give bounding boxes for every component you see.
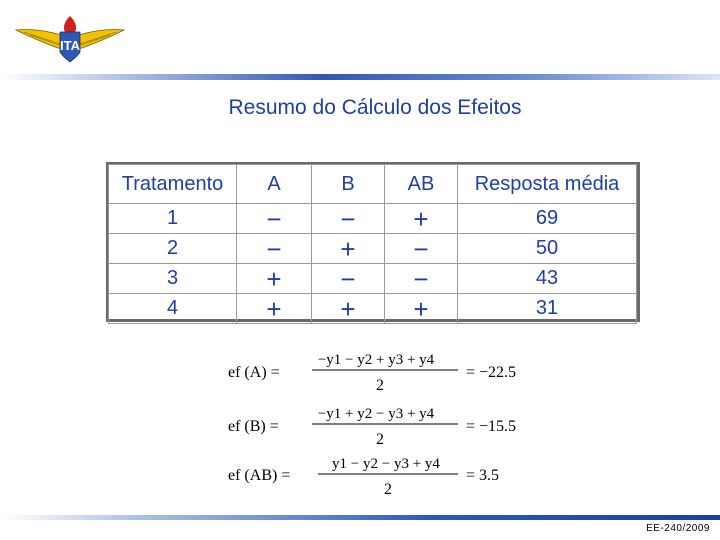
header-cell: A bbox=[237, 165, 312, 204]
table-row bbox=[109, 204, 637, 234]
table-cell: 1 bbox=[109, 204, 237, 234]
top-rule bbox=[0, 74, 720, 80]
logo-text: ITA bbox=[60, 38, 80, 53]
sign-cell: + bbox=[312, 294, 385, 324]
formula-denominator: 2 bbox=[384, 481, 392, 498]
sign-cell: − bbox=[237, 234, 312, 264]
bottom-rule bbox=[0, 515, 720, 520]
table-cell: 3 bbox=[109, 264, 237, 294]
sign-cell: + bbox=[385, 204, 458, 234]
formula-result: = 3.5 bbox=[466, 467, 500, 484]
logo-flame bbox=[64, 16, 76, 34]
table-cell: 31 bbox=[458, 294, 637, 324]
table-cell: 69 bbox=[458, 204, 637, 234]
sign-cell: + bbox=[312, 234, 385, 264]
header-cell: B bbox=[312, 165, 385, 204]
formula-result: = −22.5 bbox=[466, 364, 517, 381]
table-cell: 50 bbox=[458, 234, 637, 264]
table-cell: 43 bbox=[458, 264, 637, 294]
header-cell: Tratamento bbox=[109, 165, 237, 204]
footer-course-code: EE-240/2009 bbox=[646, 523, 710, 534]
sign-cell: − bbox=[385, 264, 458, 294]
sign-cell: + bbox=[237, 294, 312, 324]
formula-result: = −15.5 bbox=[466, 418, 517, 435]
header-cell: AB bbox=[385, 165, 458, 204]
formula-lhs: ef (B) = bbox=[228, 418, 279, 435]
effect-formulas bbox=[226, 344, 566, 504]
sign-cell: − bbox=[312, 204, 385, 234]
table-header-row bbox=[109, 165, 637, 204]
ita-logo bbox=[14, 14, 126, 64]
sign-cell: + bbox=[237, 264, 312, 294]
formula-a bbox=[228, 352, 516, 394]
table-cell: 4 bbox=[109, 294, 237, 324]
effects-table bbox=[106, 162, 640, 322]
formula-numerator: −y1 − y2 + y3 + y4 bbox=[317, 352, 435, 368]
formula-numerator: −y1 + y2 − y3 + y4 bbox=[317, 406, 435, 422]
sign-cell: − bbox=[237, 204, 312, 234]
formula-lhs: ef (AB) = bbox=[228, 467, 291, 484]
table-row bbox=[109, 264, 637, 294]
formula-denominator: 2 bbox=[376, 431, 384, 448]
formula-ab bbox=[228, 456, 499, 498]
formula-numerator: y1 − y2 − y3 + y4 bbox=[332, 456, 440, 472]
table-row bbox=[109, 294, 637, 324]
formula-denominator: 2 bbox=[376, 377, 384, 394]
formula-lhs: ef (A) = bbox=[228, 364, 280, 381]
table-cell: 2 bbox=[109, 234, 237, 264]
sign-cell: − bbox=[385, 234, 458, 264]
header-cell: Resposta média bbox=[458, 165, 637, 204]
table-row bbox=[109, 234, 637, 264]
page-title: Resumo do Cálculo dos Efeitos bbox=[228, 96, 522, 119]
formula-b bbox=[228, 406, 516, 448]
sign-cell: − bbox=[312, 264, 385, 294]
sign-cell: + bbox=[385, 294, 458, 324]
